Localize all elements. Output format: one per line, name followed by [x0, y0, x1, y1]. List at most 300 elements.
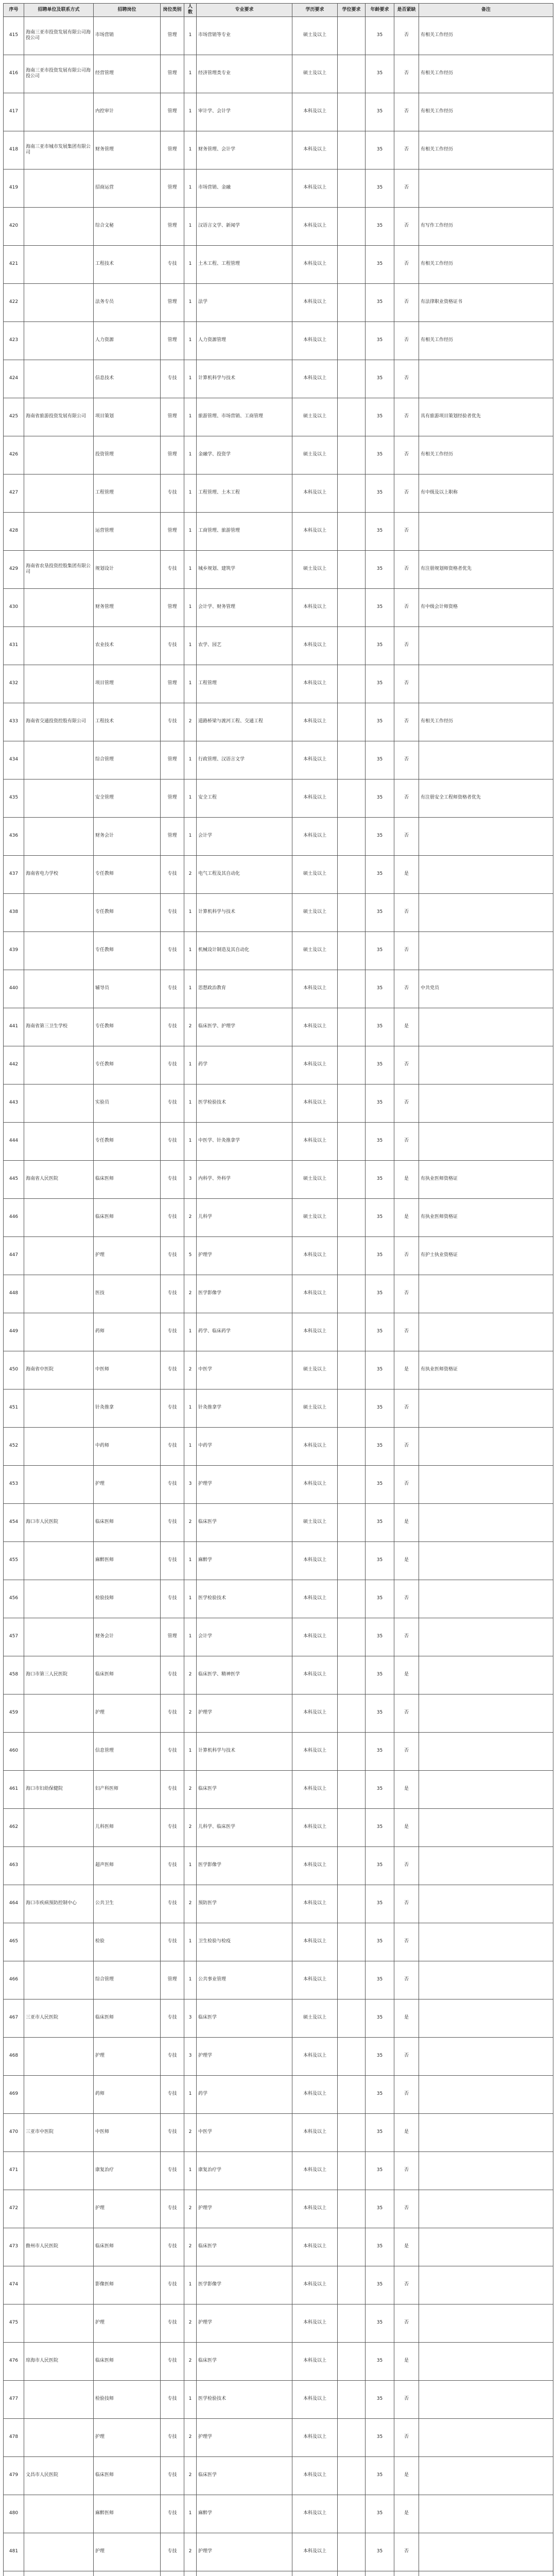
- education-cell: 本科及以上: [292, 321, 338, 360]
- table-row: [4, 398, 553, 436]
- degree-cell: [338, 2075, 366, 2113]
- employer-cell: [24, 1389, 94, 1427]
- position-cell: 护理: [94, 1694, 161, 1732]
- position-cell: 市场营销: [94, 16, 161, 55]
- category-cell: 管理: [161, 817, 184, 855]
- age-cell: 35: [366, 970, 394, 1008]
- row-index: 454: [4, 1503, 24, 1541]
- shortage-cell: 是: [394, 855, 419, 893]
- table-row: [4, 1885, 553, 1923]
- major-cell: 医学影像学: [197, 1275, 292, 1313]
- shortage-cell: 否: [394, 2037, 419, 2075]
- category-cell: 专技: [161, 1503, 184, 1541]
- position-cell: 运营管理: [94, 512, 161, 550]
- degree-cell: [338, 1541, 366, 1580]
- major-cell: 护理学: [197, 1694, 292, 1732]
- note-cell: 有法律职业资格证书: [419, 283, 553, 321]
- shortage-cell: 否: [394, 93, 419, 131]
- position-cell: 超声医师: [94, 1846, 161, 1885]
- note-cell: [419, 2342, 553, 2380]
- age-cell: 35: [366, 1465, 394, 1503]
- shortage-cell: 否: [394, 1580, 419, 1618]
- position-cell: 项目管理: [94, 665, 161, 703]
- major-cell: 城乡规划、建筑学: [197, 550, 292, 588]
- position-cell: 麻醉医师: [94, 1541, 161, 1580]
- age-cell: 35: [366, 2495, 394, 2533]
- table-row: [4, 1198, 553, 1236]
- table-row: [4, 2266, 553, 2304]
- education-cell: [292, 2571, 338, 2576]
- education-cell: 硕士及以上: [292, 1503, 338, 1541]
- shortage-cell: 否: [394, 2075, 419, 2113]
- education-cell: 本科及以上: [292, 1427, 338, 1465]
- table-row: [4, 1313, 553, 1351]
- education-cell: 本科及以上: [292, 283, 338, 321]
- count-cell: 3: [184, 2037, 197, 2075]
- degree-cell: [338, 16, 366, 55]
- column-header: 人数: [184, 4, 197, 17]
- shortage-cell: 是: [394, 1008, 419, 1046]
- major-cell: 卫生检验与检疫: [197, 1923, 292, 1961]
- education-cell: 本科及以上: [292, 588, 338, 626]
- table-row: [4, 1275, 553, 1313]
- employer-cell: [24, 1046, 94, 1084]
- major-cell: 思想政治教育: [197, 970, 292, 1008]
- employer-cell: 海南三亚市投资发展有限公司海投公司: [24, 55, 94, 93]
- count-cell: 1: [184, 169, 197, 207]
- major-cell: 计算机科学与技术: [197, 1732, 292, 1770]
- age-cell: 35: [366, 398, 394, 436]
- category-cell: 管理: [161, 1618, 184, 1656]
- position-cell: 影像医师: [94, 2266, 161, 2304]
- major-cell: 临床医学: [197, 1999, 292, 2037]
- note-cell: [419, 1122, 553, 1160]
- category-cell: 管理: [161, 741, 184, 779]
- major-cell: 农学、园艺: [197, 626, 292, 665]
- row-index: 416: [4, 55, 24, 93]
- note-cell: [419, 1846, 553, 1885]
- age-cell: 35: [366, 1198, 394, 1236]
- major-cell: 人力资源管理: [197, 321, 292, 360]
- position-cell: 公共卫生: [94, 1885, 161, 1923]
- education-cell: 本科及以上: [292, 1618, 338, 1656]
- age-cell: 35: [366, 1846, 394, 1885]
- degree-cell: [338, 93, 366, 131]
- table-row: [4, 1961, 553, 1999]
- age-cell: 35: [366, 321, 394, 360]
- position-cell: 妇产科医师: [94, 1770, 161, 1808]
- age-cell: 35: [366, 1656, 394, 1694]
- count-cell: 1: [184, 1923, 197, 1961]
- employer-cell: [24, 626, 94, 665]
- table-row: [4, 1580, 553, 1618]
- note-cell: [419, 1046, 553, 1084]
- position-cell: 护理: [94, 2304, 161, 2342]
- education-cell: 本科及以上: [292, 1846, 338, 1885]
- table-row: [4, 1122, 553, 1160]
- age-cell: 35: [366, 1503, 394, 1541]
- age-cell: 35: [366, 2266, 394, 2304]
- note-cell: [419, 1999, 553, 2037]
- row-index: 463: [4, 1846, 24, 1885]
- major-cell: 临床医学: [197, 1503, 292, 1541]
- note-cell: 有相关工作经历: [419, 93, 553, 131]
- table-row: [4, 970, 553, 1008]
- employer-cell: [24, 2075, 94, 2113]
- employer-cell: [24, 2190, 94, 2228]
- note-cell: [419, 665, 553, 703]
- education-cell: 本科及以上: [292, 207, 338, 245]
- count-cell: 2: [184, 855, 197, 893]
- shortage-cell: 否: [394, 665, 419, 703]
- row-index: 481: [4, 2533, 24, 2571]
- age-cell: 35: [366, 360, 394, 398]
- degree-cell: [338, 2151, 366, 2190]
- category-cell: 专技: [161, 1923, 184, 1961]
- note-cell: [419, 1694, 553, 1732]
- note-cell: 有相关工作经历: [419, 131, 553, 169]
- count-cell: 1: [184, 93, 197, 131]
- note-cell: [419, 1008, 553, 1046]
- shortage-cell: 否: [394, 245, 419, 283]
- major-cell: 中医学、针灸推拿学: [197, 1122, 292, 1160]
- age-cell: 35: [366, 626, 394, 665]
- position-cell: 人力资源: [94, 321, 161, 360]
- degree-cell: [338, 2418, 366, 2456]
- column-header: 招聘岗位: [94, 4, 161, 17]
- major-cell: 儿科学、临床医学: [197, 1808, 292, 1846]
- note-cell: [419, 1313, 553, 1351]
- employer-cell: [24, 1427, 94, 1465]
- count-cell: 3: [184, 1160, 197, 1198]
- age-cell: 35: [366, 2533, 394, 2571]
- row-index: 422: [4, 283, 24, 321]
- major-cell: 道路桥梁与渡河工程、交通工程: [197, 703, 292, 741]
- note-cell: [419, 1961, 553, 1999]
- position-cell: 临床医师: [94, 1160, 161, 1198]
- category-cell: 专技: [161, 360, 184, 398]
- education-cell: 硕士及以上: [292, 1198, 338, 1236]
- shortage-cell: 是: [394, 1656, 419, 1694]
- category-cell: 专技: [161, 2113, 184, 2151]
- employer-cell: [24, 970, 94, 1008]
- position-cell: 规划设计: [94, 550, 161, 588]
- table-row: [4, 245, 553, 283]
- row-index: 437: [4, 855, 24, 893]
- degree-cell: [338, 703, 366, 741]
- row-index: 440: [4, 970, 24, 1008]
- table-row: [4, 436, 553, 474]
- employer-cell: 海南省人民医院: [24, 1160, 94, 1198]
- row-index: 431: [4, 626, 24, 665]
- major-cell: 工程管理、土木工程: [197, 474, 292, 512]
- degree-cell: [338, 1961, 366, 1999]
- table-row: [4, 2571, 553, 2576]
- row-index: 445: [4, 1160, 24, 1198]
- position-cell: 护理: [94, 1236, 161, 1275]
- major-cell: 会计学: [197, 817, 292, 855]
- employer-cell: [24, 1580, 94, 1618]
- row-index: 464: [4, 1885, 24, 1923]
- count-cell: 2: [184, 2228, 197, 2266]
- major-cell: 医学影像学: [197, 1846, 292, 1885]
- major-cell: 医学检验技术: [197, 1580, 292, 1618]
- row-index: 457: [4, 1618, 24, 1656]
- category-cell: 专技: [161, 1160, 184, 1198]
- category-cell: 专技: [161, 703, 184, 741]
- table-row: [4, 741, 553, 779]
- shortage-cell: 是: [394, 1541, 419, 1580]
- shortage-cell: 否: [394, 626, 419, 665]
- education-cell: 本科及以上: [292, 1923, 338, 1961]
- age-cell: 35: [366, 893, 394, 931]
- table-row: [4, 893, 553, 931]
- category-cell: 管理: [161, 93, 184, 131]
- category-cell: 专技: [161, 1389, 184, 1427]
- table-row: [4, 1351, 553, 1389]
- education-cell: 本科及以上: [292, 2151, 338, 2190]
- row-index: 418: [4, 131, 24, 169]
- education-cell: 本科及以上: [292, 2533, 338, 2571]
- age-cell: 35: [366, 1008, 394, 1046]
- position-cell: 临床医师: [94, 2228, 161, 2266]
- row-index: 458: [4, 1656, 24, 1694]
- category-cell: 专技: [161, 1846, 184, 1885]
- degree-cell: [338, 1999, 366, 2037]
- degree-cell: [338, 1694, 366, 1732]
- degree-cell: [338, 131, 366, 169]
- major-cell: 工程管理: [197, 665, 292, 703]
- employer-cell: [24, 1541, 94, 1580]
- education-cell: 本科及以上: [292, 1236, 338, 1275]
- employer-cell: 三亚市人民医院: [24, 1999, 94, 2037]
- position-cell: 临床医师: [94, 2342, 161, 2380]
- count-cell: 1: [184, 741, 197, 779]
- degree-cell: [338, 1656, 366, 1694]
- position-cell: 临床医师: [94, 2456, 161, 2495]
- employer-cell: 海南省电力学校: [24, 855, 94, 893]
- employer-cell: [24, 1465, 94, 1503]
- count-cell: 2: [184, 1808, 197, 1846]
- education-cell: 本科及以上: [292, 1732, 338, 1770]
- category-cell: 专技: [161, 1465, 184, 1503]
- position-cell: 护理: [94, 1465, 161, 1503]
- column-header: 年龄要求: [366, 4, 394, 17]
- age-cell: 35: [366, 817, 394, 855]
- employer-cell: 海南三亚市城市发展集团有限公司: [24, 131, 94, 169]
- count-cell: 2: [184, 1770, 197, 1808]
- row-index: 424: [4, 360, 24, 398]
- table-row: [4, 283, 553, 321]
- count-cell: 1: [184, 817, 197, 855]
- position-cell: 临床医师: [94, 1198, 161, 1236]
- education-cell: 本科及以上: [292, 1808, 338, 1846]
- age-cell: 35: [366, 436, 394, 474]
- table-row: [4, 1503, 553, 1541]
- degree-cell: [338, 1503, 366, 1541]
- note-cell: [419, 817, 553, 855]
- major-cell: 药学: [197, 1046, 292, 1084]
- age-cell: 35: [366, 588, 394, 626]
- employer-cell: 海南省农垦投资控股集团有限公司: [24, 550, 94, 588]
- row-index: 441: [4, 1008, 24, 1046]
- major-cell: 针灸推拿学: [197, 1389, 292, 1427]
- major-cell: 内科学、外科学: [197, 1160, 292, 1198]
- degree-cell: [338, 245, 366, 283]
- education-cell: 本科及以上: [292, 474, 338, 512]
- age-cell: 35: [366, 283, 394, 321]
- major-cell: 行政管理、汉语言文学: [197, 741, 292, 779]
- shortage-cell: 否: [394, 2380, 419, 2418]
- employer-cell: [24, 245, 94, 283]
- note-cell: [419, 169, 553, 207]
- row-index: 426: [4, 436, 24, 474]
- category-cell: 管理: [161, 207, 184, 245]
- degree-cell: [338, 169, 366, 207]
- position-cell: 检验技师: [94, 2380, 161, 2418]
- education-cell: 本科及以上: [292, 245, 338, 283]
- degree-cell: [338, 970, 366, 1008]
- position-cell: 护理: [94, 2037, 161, 2075]
- count-cell: 1: [184, 245, 197, 283]
- note-cell: 有注册安全工程师资格者优先: [419, 779, 553, 817]
- employer-cell: [24, 1618, 94, 1656]
- row-index: 480: [4, 2495, 24, 2533]
- education-cell: 本科及以上: [292, 1961, 338, 1999]
- count-cell: 1: [184, 1427, 197, 1465]
- category-cell: 专技: [161, 245, 184, 283]
- table-row: [4, 1160, 553, 1198]
- position-cell: 项目策划: [94, 398, 161, 436]
- count-cell: 1: [184, 1046, 197, 1084]
- row-index: 421: [4, 245, 24, 283]
- category-cell: 管理: [161, 779, 184, 817]
- employer-cell: [24, 321, 94, 360]
- age-cell: 35: [366, 1275, 394, 1313]
- row-index: 469: [4, 2075, 24, 2113]
- employer-cell: [24, 2495, 94, 2533]
- position-cell: 专任教师: [94, 1122, 161, 1160]
- degree-cell: [338, 2380, 366, 2418]
- position-cell: 医技: [94, 1275, 161, 1313]
- degree-cell: [338, 1770, 366, 1808]
- degree-cell: [338, 398, 366, 436]
- degree-cell: [338, 2533, 366, 2571]
- shortage-cell: 否: [394, 207, 419, 245]
- count-cell: 1: [184, 550, 197, 588]
- count-cell: 1: [184, 779, 197, 817]
- position-cell: 综合管理: [94, 1961, 161, 1999]
- shortage-cell: 否: [394, 131, 419, 169]
- count-cell: 1: [184, 55, 197, 93]
- position-cell: 工程管理: [94, 474, 161, 512]
- table-row: [4, 1046, 553, 1084]
- shortage-cell: 是: [394, 1160, 419, 1198]
- employer-cell: 海口市第三人民医院: [24, 1656, 94, 1694]
- degree-cell: [338, 2037, 366, 2075]
- table-row: [4, 817, 553, 855]
- education-cell: 本科及以上: [292, 169, 338, 207]
- note-cell: [419, 1427, 553, 1465]
- degree-cell: [338, 1160, 366, 1198]
- employer-cell: [24, 1808, 94, 1846]
- category-cell: 专技: [161, 1008, 184, 1046]
- column-header: 岗位类别: [161, 4, 184, 17]
- major-cell: 麻醉学: [197, 1541, 292, 1580]
- note-cell: 有护士执业资格证: [419, 1236, 553, 1275]
- note-cell: [419, 1618, 553, 1656]
- employer-cell: 海口市疾病预防控制中心: [24, 1885, 94, 1923]
- shortage-cell: 是: [394, 1503, 419, 1541]
- category-cell: 专技: [161, 1351, 184, 1389]
- note-cell: 有相关工作经历: [419, 55, 553, 93]
- count-cell: 1: [184, 931, 197, 970]
- education-cell: 本科及以上: [292, 2380, 338, 2418]
- count-cell: 1: [184, 131, 197, 169]
- row-index: 477: [4, 2380, 24, 2418]
- table-row: [4, 2228, 553, 2266]
- note-cell: [419, 2571, 553, 2576]
- row-index: 472: [4, 2190, 24, 2228]
- count-cell: 1: [184, 474, 197, 512]
- shortage-cell: 否: [394, 741, 419, 779]
- category-cell: 专技: [161, 1580, 184, 1618]
- education-cell: 本科及以上: [292, 703, 338, 741]
- note-cell: 有相关工作经历: [419, 321, 553, 360]
- major-cell: 护理学: [197, 2037, 292, 2075]
- count-cell: 1: [184, 512, 197, 550]
- major-cell: 公共事业管理: [197, 1961, 292, 1999]
- row-index: 474: [4, 2266, 24, 2304]
- major-cell: 经济管理类专业: [197, 55, 292, 93]
- shortage-cell: 是: [394, 2113, 419, 2151]
- age-cell: 35: [366, 1541, 394, 1580]
- age-cell: 35: [366, 93, 394, 131]
- age-cell: 35: [366, 16, 394, 55]
- major-cell: 电气工程及其自动化: [197, 855, 292, 893]
- major-cell: 临床医学: [197, 2456, 292, 2495]
- employer-cell: [24, 1236, 94, 1275]
- count-cell: 1: [184, 893, 197, 931]
- position-cell: 财务会计: [94, 817, 161, 855]
- major-cell: 药学: [197, 2075, 292, 2113]
- note-cell: [419, 2456, 553, 2495]
- column-header: 专业要求: [197, 4, 292, 17]
- age-cell: 35: [366, 1923, 394, 1961]
- column-header: 备注: [419, 4, 553, 17]
- major-cell: 康复治疗学: [197, 2151, 292, 2190]
- employer-cell: [24, 2418, 94, 2456]
- age-cell: 35: [366, 2113, 394, 2151]
- column-header: 是否紧缺: [394, 4, 419, 17]
- table-row: [4, 55, 553, 93]
- table-row: [4, 93, 553, 131]
- row-index: 453: [4, 1465, 24, 1503]
- row-index: 434: [4, 741, 24, 779]
- education-cell: 本科及以上: [292, 1580, 338, 1618]
- row-index: 423: [4, 321, 24, 360]
- major-cell: 土木工程、工程管理: [197, 245, 292, 283]
- row-index: 439: [4, 931, 24, 970]
- row-index: 459: [4, 1694, 24, 1732]
- position-cell: 实验员: [94, 1084, 161, 1122]
- age-cell: 35: [366, 2342, 394, 2380]
- employer-cell: 海口市妇幼保健院: [24, 1770, 94, 1808]
- age-cell: 35: [366, 207, 394, 245]
- education-cell: 本科及以上: [292, 970, 338, 1008]
- table-row: [4, 1389, 553, 1427]
- shortage-cell: 否: [394, 1618, 419, 1656]
